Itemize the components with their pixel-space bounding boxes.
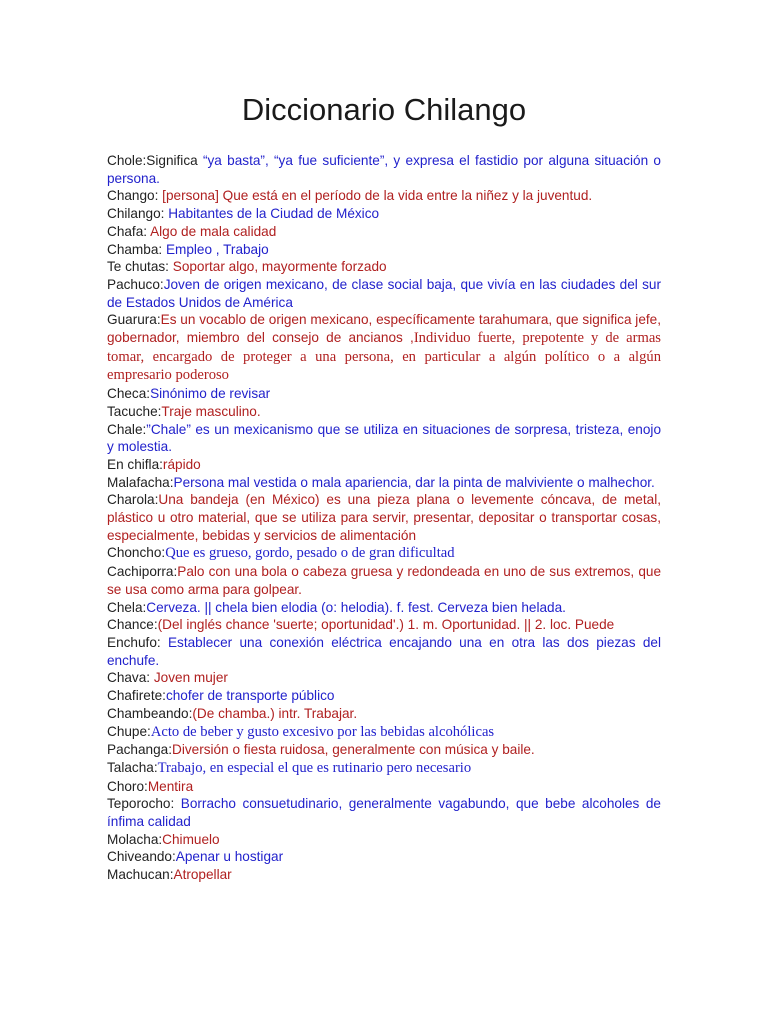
entry-definition: Empleo , Trabajo xyxy=(165,241,269,257)
entry-term: Te chutas: xyxy=(107,259,173,275)
entry-definition: Joven mujer xyxy=(153,670,228,686)
entry-definition: Apenar u hostigar xyxy=(175,849,284,865)
entry-item xyxy=(107,687,661,705)
entry-definition: “ya basta”, “ya fue suficiente”, y expresa el fastidio por alguna situación o persona. xyxy=(107,153,661,186)
entry-term: Chafirete: xyxy=(107,688,166,704)
entry-item xyxy=(107,544,661,563)
entry-definition: Atropellar xyxy=(173,867,232,883)
entry-term: Chafa: xyxy=(107,223,151,239)
entry-definition: Cerveza. || chela bien elodia (o: helodia). f. fest. Cerveza bien helada. xyxy=(146,599,566,615)
entry-definition: Que es grueso, gordo, pesado o de gran dificultad xyxy=(165,545,455,562)
entry-item xyxy=(107,723,661,742)
entry-definition: Mentira xyxy=(147,778,194,794)
entry-term: Choro: xyxy=(107,778,148,794)
entry-item xyxy=(107,866,661,884)
entry-term: Chava: xyxy=(107,670,154,686)
entry-definition: Trabajo, en especial el que es rutinario pero necesario xyxy=(157,759,472,776)
entry-item xyxy=(107,258,661,276)
entry-item xyxy=(107,311,661,385)
entry-item xyxy=(107,456,661,474)
entry-definition: Sinónimo de revisar xyxy=(150,386,271,402)
entry-item xyxy=(107,152,661,187)
entry-term: Cachiporra: xyxy=(107,564,178,580)
entry-term: Pachuco: xyxy=(107,276,164,292)
entry-item xyxy=(107,241,661,259)
entry-item xyxy=(107,795,661,830)
entry-term: Teporocho: xyxy=(107,796,181,812)
entry-item xyxy=(107,403,661,421)
entry-item xyxy=(107,385,661,403)
entry-definition: Establecer una conexión eléctrica encajando una en otra las dos piezas del enchufe. xyxy=(107,634,661,668)
entry-definition: chofer de transporte público xyxy=(165,688,335,704)
entry-definition: (Del inglés chance 'suerte; oportunidad'.) 1. m. Oportunidad. || 2. loc. Puede xyxy=(157,617,615,633)
entry-definition: Traje masculino. xyxy=(161,403,261,419)
entry-definition: [persona] Que está en el período de la vida entre la niñez y la juventud. xyxy=(162,188,593,204)
entry-item xyxy=(107,205,661,223)
entry-term: Machucan: xyxy=(107,867,174,883)
entry-term: Chilango: xyxy=(107,206,169,222)
entry-term: Charola: xyxy=(107,492,159,508)
entry-definition: Habitantes de la Ciudad de México xyxy=(168,206,380,222)
entry-definition: Algo de mala calidad xyxy=(150,223,277,239)
entry-term: Chole:Significa xyxy=(107,153,203,168)
entry-term: Chale: xyxy=(107,421,147,437)
entry-item xyxy=(107,634,661,669)
entry-item xyxy=(107,741,661,759)
entry-item xyxy=(107,778,661,796)
entry-term: Tacuche: xyxy=(107,403,162,419)
entry-item xyxy=(107,474,661,492)
entry-definition: ”Chale” es un mexicanismo que se utiliza en situaciones de sorpresa, tristeza, enojo y molestia. xyxy=(107,421,661,455)
entry-item xyxy=(107,599,661,617)
entry-definition: Es un vocablo de origen mexicano, específicamente tarahumara, que significa jefe, gobernador, miembro del consejo de ancianos , xyxy=(107,312,661,346)
entry-term: Guarura: xyxy=(107,312,161,328)
entry-term: Checa: xyxy=(107,386,151,402)
entry-term: Chambeando: xyxy=(107,705,193,721)
entry-term: Chango: xyxy=(107,188,163,204)
entry-term: Chance: xyxy=(107,617,158,633)
entry-term: Chupe: xyxy=(107,723,151,739)
entry-definition: Persona mal vestida o mala apariencia, dar la pinta de malviviente o malhechor. xyxy=(173,474,655,490)
entry-term: Enchufo: xyxy=(107,634,168,650)
entry-item xyxy=(107,187,661,205)
entry-item xyxy=(107,616,661,634)
entry-list xyxy=(107,152,661,884)
entry-item xyxy=(107,831,661,849)
entry-item xyxy=(107,563,661,598)
entry-definition: (De chamba.) intr. Trabajar. xyxy=(192,705,358,721)
entry-term: Chamba: xyxy=(107,241,166,257)
entry-definition: Diversión o fiesta ruidosa, generalmente con música y baile. xyxy=(172,742,535,758)
entry-item xyxy=(107,848,661,866)
entry-term: Talacha: xyxy=(107,759,158,775)
entry-definition: Una bandeja (en México) es una pieza plana o levemente cóncava, de metal, plástico u otro material, que se utiliza para servir, presentar, depositar o transportar cosas, especialmente, bebidas y servicios de alimentación xyxy=(107,492,661,543)
entry-term: Chela: xyxy=(107,599,147,615)
entry-term: Chiveando: xyxy=(107,849,176,865)
entry-definition: rápido xyxy=(162,456,201,472)
entry-definition: Chimuelo xyxy=(162,831,220,847)
entry-definition: Soportar algo, mayormente forzado xyxy=(172,259,387,275)
entry-term: Molacha: xyxy=(107,831,163,847)
entry-term: Malafacha: xyxy=(107,474,174,490)
entry-definition: Joven de origen mexicano, de clase social baja, que vivía en las ciudades del sur de Estados Unidos de América xyxy=(107,276,661,310)
entry-definition: Borracho consuetudinario, generalmente vagabundo, que bebe alcoholes de ínfima calidad xyxy=(107,796,661,830)
entry-item xyxy=(107,669,661,687)
entry-term: En chifla: xyxy=(107,456,163,472)
entry-item xyxy=(107,421,661,456)
page-title: Diccionario Chilango xyxy=(241,92,527,127)
entry-item xyxy=(107,705,661,723)
entry-term: Choncho: xyxy=(107,545,166,561)
entry-term: Pachanga: xyxy=(107,742,173,758)
entry-definition-continued: Individuo fuerte, prepotente y de armas tomar, encargado de proteger a una persona, en particular a algún político o a algún empresario poderoso xyxy=(107,330,661,384)
entry-item xyxy=(107,491,661,544)
entry-definition: Palo con una bola o cabeza gruesa y redondeada en uno de sus extremos, que se usa como arma para golpear. xyxy=(107,564,661,597)
entry-item xyxy=(107,276,661,311)
entry-item xyxy=(107,759,661,778)
entry-definition: Acto de beber y gusto excesivo por las bebidas alcohólicas xyxy=(150,723,495,740)
entry-item xyxy=(107,223,661,241)
